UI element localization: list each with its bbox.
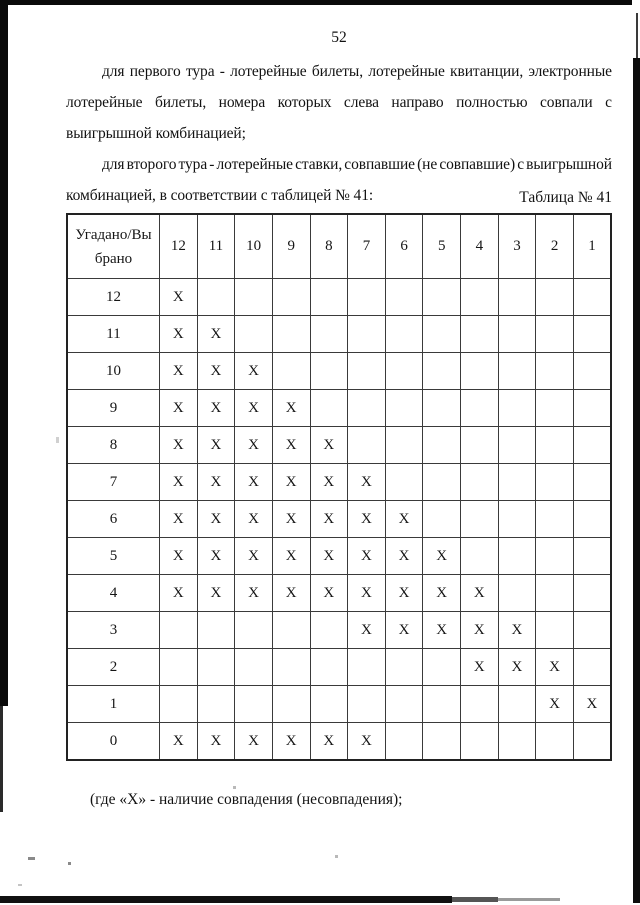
row-label-cell: 1	[67, 686, 160, 723]
empty-cell	[385, 427, 423, 464]
scan-noise-speck	[68, 862, 71, 865]
empty-cell	[423, 353, 461, 390]
empty-cell	[272, 686, 310, 723]
empty-cell	[310, 316, 348, 353]
empty-cell	[573, 501, 611, 538]
match-cell: Х	[197, 575, 235, 612]
empty-cell	[197, 612, 235, 649]
word: лотерейные	[368, 63, 445, 80]
empty-cell	[573, 464, 611, 501]
empty-cell	[461, 723, 499, 761]
empty-cell	[385, 353, 423, 390]
table-row	[67, 427, 611, 464]
empty-cell	[498, 723, 536, 761]
empty-cell	[348, 649, 386, 686]
empty-cell	[423, 649, 461, 686]
word: с	[517, 156, 524, 173]
column-header-cell: 7	[348, 214, 386, 279]
row-label-cell: 10	[67, 353, 160, 390]
empty-cell	[310, 353, 348, 390]
word: для	[102, 156, 125, 173]
table-row	[67, 723, 611, 761]
empty-cell	[385, 723, 423, 761]
empty-cell	[423, 316, 461, 353]
word: номера	[218, 94, 266, 111]
row-label-cell: 9	[67, 390, 160, 427]
match-cell: Х	[348, 501, 386, 538]
lottery-match-table	[66, 213, 612, 761]
row-label-cell: 11	[67, 316, 160, 353]
match-table-body	[67, 214, 611, 760]
empty-cell	[573, 279, 611, 316]
empty-cell	[197, 686, 235, 723]
empty-cell	[385, 279, 423, 316]
match-cell: Х	[235, 501, 273, 538]
match-cell: Х	[272, 390, 310, 427]
match-cell: Х	[197, 316, 235, 353]
empty-cell	[461, 316, 499, 353]
empty-cell	[348, 279, 386, 316]
word: первого	[129, 63, 181, 80]
match-cell: Х	[160, 464, 198, 501]
empty-cell	[272, 353, 310, 390]
empty-cell	[498, 390, 536, 427]
match-cell: Х	[498, 649, 536, 686]
match-cell: Х	[160, 723, 198, 761]
word: -	[219, 63, 225, 80]
empty-cell	[461, 686, 499, 723]
word: совпавшие	[344, 156, 415, 173]
match-cell: Х	[272, 427, 310, 464]
scan-edge-right-line	[636, 13, 638, 61]
empty-cell	[461, 279, 499, 316]
empty-cell	[461, 353, 499, 390]
corner-header-line1: Угадано/Вы	[75, 226, 152, 243]
empty-cell	[310, 649, 348, 686]
word: билеты,	[154, 94, 207, 111]
empty-cell	[498, 575, 536, 612]
word: полностью	[456, 94, 528, 111]
empty-cell	[423, 501, 461, 538]
row-label-cell: 8	[67, 427, 160, 464]
word: ставки,	[295, 156, 343, 173]
match-cell: Х	[423, 612, 461, 649]
empty-cell	[348, 390, 386, 427]
empty-cell	[536, 501, 574, 538]
match-cell: Х	[197, 390, 235, 427]
match-cell: Х	[235, 390, 273, 427]
empty-cell	[461, 390, 499, 427]
match-cell: Х	[235, 575, 273, 612]
column-header-cell: 9	[272, 214, 310, 279]
empty-cell	[385, 686, 423, 723]
table-row	[67, 686, 611, 723]
match-cell: Х	[348, 464, 386, 501]
empty-cell	[498, 538, 536, 575]
table-row	[67, 649, 611, 686]
word: с	[605, 94, 612, 111]
table-row	[67, 612, 611, 649]
match-cell: Х	[272, 723, 310, 761]
empty-cell	[536, 316, 574, 353]
scan-noise-speck	[335, 855, 338, 858]
empty-cell	[385, 316, 423, 353]
word: тура	[178, 156, 208, 173]
word: лотерейные	[230, 63, 307, 80]
table-caption: Таблица № 41	[519, 189, 612, 206]
empty-cell	[498, 279, 536, 316]
column-header-cell: 12	[160, 214, 198, 279]
column-header-cell: 5	[423, 214, 461, 279]
empty-cell	[235, 612, 273, 649]
scan-edge-left-bar-thin	[0, 706, 3, 812]
paragraph-line: комбинацией, в соответствии с таблицей № 41:	[66, 187, 374, 204]
empty-cell	[385, 464, 423, 501]
empty-cell	[272, 279, 310, 316]
empty-cell	[536, 464, 574, 501]
empty-cell	[310, 686, 348, 723]
empty-cell	[423, 390, 461, 427]
empty-cell	[310, 390, 348, 427]
row-label-cell: 5	[67, 538, 160, 575]
match-cell: Х	[272, 464, 310, 501]
table-row	[67, 353, 611, 390]
empty-cell	[461, 538, 499, 575]
footnote: (где «Х» - наличие совпадения (несовпадения);	[90, 791, 403, 808]
column-header-cell: 4	[461, 214, 499, 279]
match-cell: Х	[385, 575, 423, 612]
empty-cell	[348, 686, 386, 723]
match-cell: Х	[423, 575, 461, 612]
empty-cell	[573, 353, 611, 390]
scan-edge-bottom-bar	[0, 896, 452, 903]
word: квитанции,	[450, 63, 524, 80]
scan-edge-left-bar	[0, 0, 8, 706]
empty-cell	[423, 427, 461, 464]
empty-cell	[498, 316, 536, 353]
scan-noise-speck	[28, 857, 35, 860]
match-cell: Х	[348, 538, 386, 575]
empty-cell	[573, 612, 611, 649]
empty-cell	[536, 353, 574, 390]
match-cell: Х	[160, 353, 198, 390]
match-cell: Х	[197, 723, 235, 761]
row-label-cell: 7	[67, 464, 160, 501]
empty-cell	[573, 390, 611, 427]
match-cell: Х	[385, 612, 423, 649]
empty-cell	[461, 464, 499, 501]
match-cell: Х	[310, 575, 348, 612]
column-header-cell: 10	[235, 214, 273, 279]
empty-cell	[272, 612, 310, 649]
empty-cell	[573, 427, 611, 464]
match-cell: Х	[310, 723, 348, 761]
paragraph-line: выигрышной комбинацией;	[66, 125, 246, 142]
empty-cell	[348, 353, 386, 390]
empty-cell	[536, 612, 574, 649]
empty-cell	[235, 649, 273, 686]
table-row	[67, 464, 611, 501]
page-number: 52	[331, 29, 347, 46]
word: тура	[185, 63, 215, 80]
empty-cell	[536, 279, 574, 316]
match-cell: Х	[160, 538, 198, 575]
match-cell: Х	[310, 464, 348, 501]
word: выигрышной	[526, 156, 612, 173]
empty-cell	[160, 686, 198, 723]
match-cell: Х	[310, 427, 348, 464]
empty-cell	[235, 279, 273, 316]
empty-cell	[536, 538, 574, 575]
match-cell: Х	[160, 390, 198, 427]
empty-cell	[348, 427, 386, 464]
empty-cell	[348, 316, 386, 353]
match-cell: Х	[197, 353, 235, 390]
empty-cell	[536, 427, 574, 464]
empty-cell	[498, 464, 536, 501]
match-cell: Х	[197, 538, 235, 575]
column-header-cell: 1	[573, 214, 611, 279]
match-cell: Х	[423, 538, 461, 575]
word: совпавшие)	[439, 156, 516, 173]
empty-cell	[197, 279, 235, 316]
empty-cell	[461, 427, 499, 464]
empty-cell	[235, 686, 273, 723]
corner-header-line2: брано	[94, 250, 133, 267]
empty-cell	[197, 649, 235, 686]
scan-noise-speck	[56, 437, 59, 443]
empty-cell	[573, 538, 611, 575]
match-cell: Х	[272, 575, 310, 612]
match-cell: Х	[348, 723, 386, 761]
match-cell: Х	[385, 538, 423, 575]
empty-cell	[498, 427, 536, 464]
empty-cell	[423, 723, 461, 761]
match-cell: Х	[160, 279, 198, 316]
empty-cell	[423, 464, 461, 501]
row-label-cell: 12	[67, 279, 160, 316]
empty-cell	[385, 390, 423, 427]
empty-cell	[536, 723, 574, 761]
match-cell: Х	[348, 612, 386, 649]
word: лотерейные	[216, 156, 293, 173]
scan-noise-speck	[18, 884, 22, 886]
table-row	[67, 575, 611, 612]
empty-cell	[536, 390, 574, 427]
empty-cell	[272, 649, 310, 686]
row-label-cell: 3	[67, 612, 160, 649]
word: электронные	[528, 63, 612, 80]
empty-cell	[423, 686, 461, 723]
table-row	[67, 390, 611, 427]
match-cell: Х	[160, 501, 198, 538]
column-header-cell: 2	[536, 214, 574, 279]
empty-cell	[160, 612, 198, 649]
word: (не	[417, 156, 438, 173]
empty-cell	[310, 612, 348, 649]
table-row	[67, 279, 611, 316]
match-cell: Х	[272, 538, 310, 575]
scan-edge-bottom-bar-fade	[452, 897, 498, 902]
empty-cell	[573, 723, 611, 761]
word: второго	[126, 156, 177, 173]
empty-cell	[272, 316, 310, 353]
match-cell: Х	[235, 353, 273, 390]
table-row	[67, 538, 611, 575]
match-cell: Х	[160, 575, 198, 612]
empty-cell	[573, 649, 611, 686]
row-label-cell: 0	[67, 723, 160, 761]
table-row	[67, 501, 611, 538]
empty-cell	[310, 279, 348, 316]
match-cell: Х	[197, 501, 235, 538]
match-cell: Х	[385, 501, 423, 538]
word: направо	[391, 94, 444, 111]
scan-edge-top-bar	[0, 0, 632, 5]
match-cell: Х	[536, 649, 574, 686]
table-row	[67, 316, 611, 353]
match-cell: Х	[498, 612, 536, 649]
scan-edge-bottom-bar-faint	[498, 898, 560, 901]
paragraph-line	[66, 149, 612, 180]
empty-cell	[573, 575, 611, 612]
match-cell: Х	[272, 501, 310, 538]
paragraph-first-round	[66, 56, 612, 149]
match-cell: Х	[461, 649, 499, 686]
empty-cell	[498, 501, 536, 538]
empty-cell	[573, 316, 611, 353]
match-cell: Х	[310, 501, 348, 538]
scan-edge-right-bar	[633, 58, 640, 903]
row-label-cell: 4	[67, 575, 160, 612]
paragraph-line	[66, 56, 612, 87]
match-cell: Х	[160, 427, 198, 464]
match-cell: Х	[348, 575, 386, 612]
match-cell: Х	[235, 538, 273, 575]
word: лотерейные	[66, 94, 143, 111]
match-cell: Х	[461, 612, 499, 649]
table-header-row	[67, 214, 611, 279]
word: для	[102, 63, 125, 80]
match-cell: Х	[235, 427, 273, 464]
word: -	[209, 156, 215, 173]
column-header-cell: 11	[197, 214, 235, 279]
match-cell: Х	[235, 464, 273, 501]
empty-cell	[423, 279, 461, 316]
match-cell: Х	[536, 686, 574, 723]
match-cell: Х	[461, 575, 499, 612]
word: слева	[343, 94, 379, 111]
corner-header-cell	[67, 214, 160, 279]
empty-cell	[235, 316, 273, 353]
word: билеты,	[311, 63, 364, 80]
match-cell: Х	[160, 316, 198, 353]
word: совпали	[540, 94, 593, 111]
match-cell: Х	[197, 464, 235, 501]
row-label-cell: 2	[67, 649, 160, 686]
match-cell: Х	[197, 427, 235, 464]
empty-cell	[385, 649, 423, 686]
column-header-cell: 3	[498, 214, 536, 279]
match-cell: Х	[235, 723, 273, 761]
empty-cell	[498, 353, 536, 390]
match-cell: Х	[573, 686, 611, 723]
empty-cell	[461, 501, 499, 538]
match-cell: Х	[310, 538, 348, 575]
word: которых	[277, 94, 332, 111]
empty-cell	[536, 575, 574, 612]
paragraph-line	[66, 87, 612, 118]
row-label-cell: 6	[67, 501, 160, 538]
empty-cell	[160, 649, 198, 686]
column-header-cell: 6	[385, 214, 423, 279]
empty-cell	[498, 686, 536, 723]
column-header-cell: 8	[310, 214, 348, 279]
